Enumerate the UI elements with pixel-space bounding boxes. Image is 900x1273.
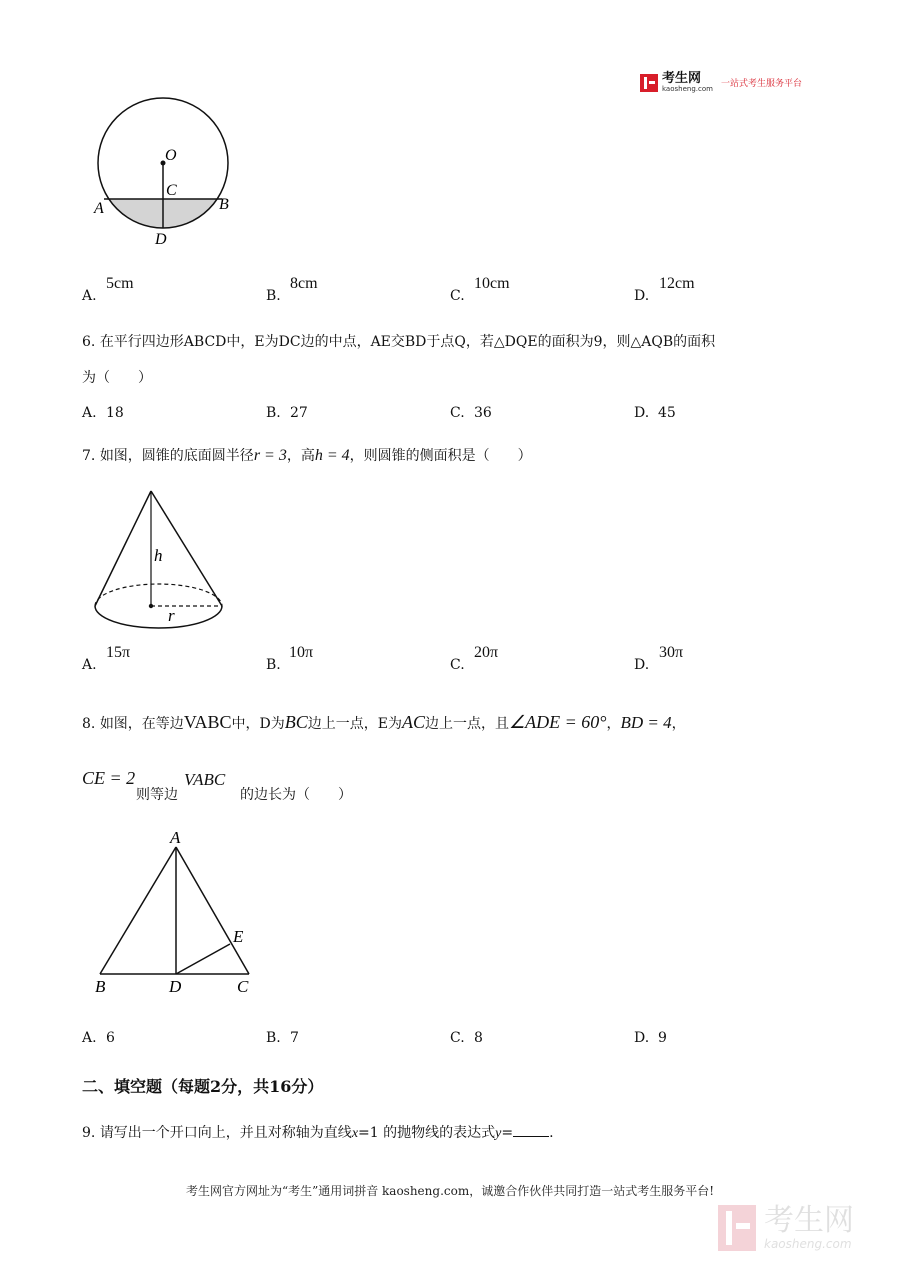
side-ab [100, 847, 176, 974]
q8-option-b-value: 7 [290, 1030, 299, 1046]
q7-math-h: h = 4 [314, 447, 350, 464]
logo-slogan: 一站式考生服务平台 [720, 79, 802, 89]
label-c: C [166, 182, 177, 199]
q9-number: 9. [82, 1125, 96, 1141]
q7-option-d-value: 30π [659, 644, 684, 661]
base-center-point [149, 604, 153, 608]
q6-text-line2: 为（ ） [82, 370, 152, 386]
q7-option-d-letter: D. [634, 657, 650, 673]
label-b: B [219, 196, 229, 213]
circle-chord-figure [88, 96, 238, 256]
q6-option-d-value: 45 [658, 405, 676, 421]
q8-option-d-value: 9 [658, 1030, 667, 1046]
q8-option-a-value: 6 [106, 1030, 115, 1046]
cone-figure [90, 486, 230, 636]
q6-text-line1: 在平行四边形ABCD中，E为DC边的中点，AE交BD于点Q，若△DQE的面积为9，则△AQB的面积 [99, 334, 716, 350]
q7-option-c-value: 20π [474, 644, 499, 661]
q8-number: 8. [82, 716, 96, 732]
watermark-url: kaosheng.com [764, 1237, 852, 1251]
side-ac [176, 847, 249, 974]
q5-option-c-value: 10cm [474, 275, 510, 292]
q7-text-b: ，高 [286, 448, 315, 464]
label-b: B [95, 977, 106, 996]
kaosheng-logo-icon [640, 74, 658, 92]
q8-text-f: 的边长为（ ） [240, 787, 352, 803]
q6-option-b-letter: B. [266, 405, 281, 421]
logo-url: kaosheng.com [662, 85, 713, 93]
q5-option-d-letter: D. [634, 288, 650, 304]
label-a: A [170, 828, 181, 847]
q8-text-e: 则等边 [136, 787, 178, 803]
q6-option-b-value: 27 [290, 405, 308, 421]
q9-text-b: =1 的抛物线的表达式 [358, 1125, 496, 1141]
q9-math-y: y [495, 1126, 502, 1141]
label-o: O [165, 147, 177, 164]
q8-option-c-value: 8 [474, 1030, 483, 1046]
q9-question [82, 1122, 554, 1144]
section-heading: 二、填空题（每题2分，共16分） [82, 1077, 324, 1096]
q9-text-a: 请写出一个开口向上，并且对称轴为直线 [99, 1125, 352, 1141]
q6-option-d-letter: D. [634, 405, 650, 421]
footer-text: 考生网官方网址为“考生”通用词拼音 kaosheng.com，诚邀合作伙伴共同打造一站式考生服务平台! [185, 1184, 715, 1198]
q8-option-b-letter: B. [266, 1030, 281, 1046]
q6-question [82, 332, 715, 352]
q9-answer-blank[interactable] [513, 1122, 549, 1137]
q5-option-a-value: 5cm [106, 275, 134, 292]
q8-text-c: 边上一点，E为 [307, 716, 402, 732]
label-d: D [155, 231, 167, 248]
q5-option-d-value: 12cm [659, 275, 695, 292]
q7-math-r: r = 3 [253, 447, 287, 464]
segment-de [176, 944, 230, 974]
q6-number: 6. [82, 334, 96, 350]
q7-option-b-letter: B. [266, 657, 281, 673]
q7-option-a-value: 15π [106, 644, 131, 661]
label-a: A [94, 200, 104, 217]
label-c: C [237, 977, 249, 996]
q8-math-ce-wrap [82, 768, 135, 790]
q8-math-ce: CE = 2 [82, 768, 136, 788]
q8-text-a: 如图，在等边 [99, 716, 184, 732]
q7-option-b-value: 10π [289, 644, 314, 661]
q7-number: 7. [82, 448, 96, 464]
base-front-arc [95, 606, 222, 628]
q9-text-d: . [549, 1125, 554, 1141]
q8-math-bd: BD = 4 [620, 713, 672, 732]
q8-math-angle: ∠ADE = 60° [509, 712, 607, 732]
equilateral-triangle-figure [90, 822, 270, 1002]
q7-option-a-letter: A. [82, 657, 97, 673]
q6-option-a-value: 18 [106, 405, 124, 421]
q5-option-a-letter: A. [82, 288, 97, 304]
q7-question [82, 446, 532, 466]
label-r: r [168, 606, 175, 625]
q9-text-c: = [501, 1125, 514, 1141]
q8-triangle-abc-2: VABC [184, 770, 226, 789]
q8-text-d: 边上一点，且 [425, 716, 510, 732]
q5-option-b-value: 8cm [290, 275, 318, 292]
q5-option-c-letter: C. [450, 288, 465, 304]
q7-text-a: 如图，圆锥的底面圆半径 [99, 448, 254, 464]
q6-option-c-letter: C. [450, 405, 465, 421]
logo-name: 考生网 [662, 71, 702, 86]
q8-option-d-letter: D. [634, 1030, 650, 1046]
q8-triangle-abc-2-wrap [184, 770, 225, 791]
label-d: D [169, 977, 182, 996]
q8-option-a-letter: A. [82, 1030, 97, 1046]
q8-triangle-abc: VABC [183, 712, 232, 732]
q8-text-b: 中，D为 [231, 716, 285, 732]
cone-left-slant [95, 491, 151, 606]
label-h: h [154, 546, 163, 565]
q8-question-line1: 8. 如图，在等边VABC中，D为BC边上一点，E为AC边上一点，且∠ADE = 60°，BD = 4， [82, 712, 686, 732]
watermark-name: 考生网 [764, 1203, 854, 1238]
watermark-logo-icon [718, 1205, 756, 1251]
header-logo [640, 72, 802, 93]
q8-option-c-letter: C. [450, 1030, 465, 1046]
q8-math-bc: BC [284, 712, 308, 732]
q6-option-c-value: 36 [474, 405, 492, 421]
q7-text-c: ，则圆锥的侧面积是（ ） [349, 448, 532, 464]
label-e: E [233, 927, 244, 946]
q6-option-a-letter: A. [82, 405, 97, 421]
q8-math-ac: AC [402, 712, 426, 732]
watermark [718, 1205, 854, 1251]
base-back-arc [95, 584, 222, 606]
q5-option-b-letter: B. [266, 288, 281, 304]
q7-option-c-letter: C. [450, 657, 465, 673]
q9-math-x: x [351, 1126, 359, 1141]
